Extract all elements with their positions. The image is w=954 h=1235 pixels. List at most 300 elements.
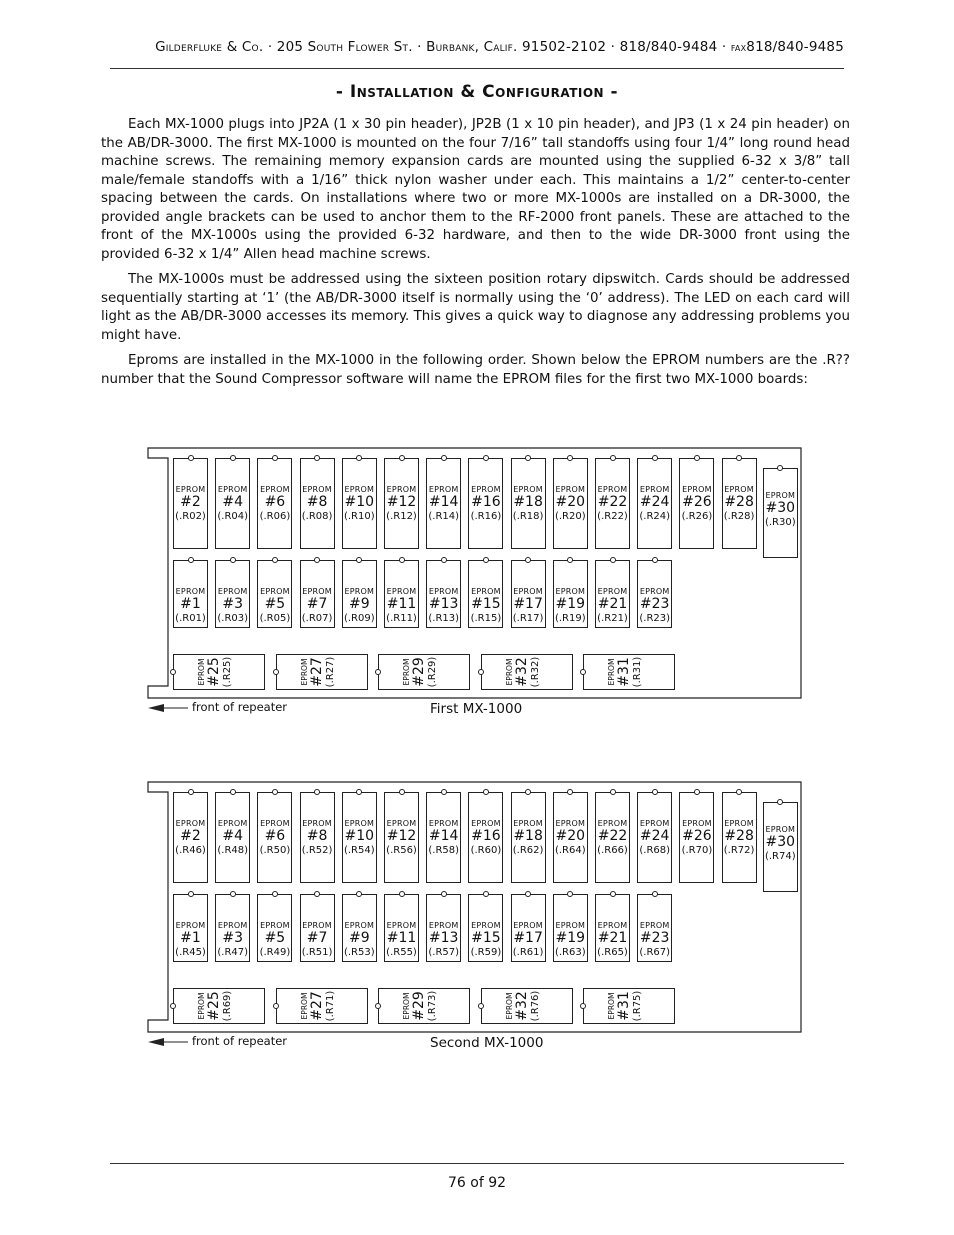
eprom-file-extension: (.R63) (554, 947, 586, 958)
fax-number: 818/840-9485 (746, 39, 844, 55)
eprom-number: #5 (264, 930, 286, 946)
eprom-file-extension: (.R31) (632, 656, 643, 688)
eprom-number: #3 (222, 930, 243, 946)
eprom-chip (342, 894, 377, 962)
front-arrow (148, 1038, 188, 1046)
chip-notch (230, 891, 236, 897)
chip-notch (652, 789, 658, 795)
eprom-file-extension: (.R11) (386, 613, 417, 624)
eprom-label: EPROM (428, 921, 459, 930)
chip-notch (441, 789, 447, 795)
eprom-chip (215, 792, 250, 883)
eprom-file-extension: (.R56) (386, 845, 417, 856)
eprom-file-extension: (.R24) (639, 511, 671, 522)
eprom-file-extension: (.R55) (386, 947, 417, 958)
eprom-file-extension: (.R10) (343, 511, 375, 522)
eprom-number: #20 (555, 828, 586, 844)
chip-notch (356, 557, 362, 563)
chip-notch (610, 891, 616, 897)
rotated-chip-text (300, 654, 344, 690)
eprom-label: EPROM (344, 485, 375, 494)
eprom-chip (426, 560, 461, 628)
eprom-chip (553, 894, 588, 962)
eprom-file-extension: (.R12) (386, 511, 417, 522)
eprom-file-extension: (.R61) (512, 947, 544, 958)
eprom-file-extension: (.R17) (512, 613, 544, 624)
eprom-number: #26 (682, 828, 712, 844)
footer-rule (110, 1163, 844, 1164)
eprom-number: #27 (308, 657, 325, 687)
eprom-number: #3 (222, 596, 243, 612)
eprom-number: #29 (411, 657, 427, 687)
eprom-number: #6 (264, 828, 286, 844)
eprom-chip-horizontal (378, 654, 470, 690)
eprom-chip-horizontal (378, 988, 470, 1024)
eprom-chip (173, 560, 208, 628)
eprom-label: EPROM (597, 819, 628, 828)
eprom-file-extension: (.R62) (512, 845, 544, 856)
eprom-chip-horizontal (481, 654, 573, 690)
eprom-number: #27 (308, 991, 325, 1021)
chip-notch (580, 669, 586, 675)
eprom-number: #15 (471, 930, 501, 946)
eprom-chip (173, 458, 208, 549)
eprom-number: #8 (306, 828, 328, 844)
board-caption: Second MX-1000 (430, 1035, 544, 1051)
rotated-chip-text (402, 654, 446, 690)
eprom-number: #15 (471, 596, 501, 612)
eprom-number: #12 (386, 828, 417, 844)
chip-notch (188, 557, 194, 563)
eprom-file-extension: (.R27) (324, 656, 336, 688)
eprom-chip-horizontal (173, 988, 265, 1024)
eprom-label: EPROM (386, 587, 417, 596)
eprom-file-extension: (.R28) (723, 511, 755, 522)
eprom-label: EPROM (504, 992, 514, 1020)
chip-notch (694, 789, 700, 795)
board-caption: First MX-1000 (430, 701, 523, 717)
eprom-label: EPROM (471, 485, 501, 494)
eprom-label: EPROM (175, 485, 206, 494)
chip-notch (483, 891, 489, 897)
eprom-label: EPROM (555, 485, 586, 494)
eprom-chip (426, 458, 461, 549)
eprom-label: EPROM (555, 819, 586, 828)
eprom-chip (511, 792, 546, 883)
eprom-chip (595, 458, 630, 549)
front-of-repeater-label: front of repeater (192, 700, 288, 714)
eprom-file-extension: (.R16) (470, 511, 502, 522)
chip-notch (375, 1003, 381, 1009)
eprom-file-extension: (.R03) (217, 613, 249, 624)
chip-notch (188, 891, 194, 897)
eprom-label: EPROM (217, 921, 248, 930)
eprom-chip (679, 792, 714, 883)
eprom-label: EPROM (428, 587, 459, 596)
chip-notch (483, 455, 489, 461)
eprom-number: #2 (180, 494, 201, 510)
eprom-chip-horizontal (583, 654, 675, 690)
eprom-file-extension: (.R18) (512, 511, 544, 522)
eprom-chip (342, 792, 377, 883)
eprom-label: EPROM (607, 992, 616, 1020)
eprom-chip (595, 894, 630, 962)
chip-notch (610, 557, 616, 563)
page-number: 76 of 92 (447, 1175, 507, 1191)
eprom-file-extension: (.R50) (259, 845, 291, 856)
rotated-chip-text (300, 988, 344, 1024)
chip-notch (356, 789, 362, 795)
eprom-chip (595, 560, 630, 628)
eprom-number: #25 (206, 991, 222, 1021)
eprom-chip (215, 458, 250, 549)
eprom-label: EPROM (597, 485, 628, 494)
eprom-file-extension: (.R21) (597, 613, 628, 624)
eprom-chip (173, 792, 208, 883)
eprom-number: #2 (180, 828, 201, 844)
eprom-number: #9 (348, 596, 370, 612)
eprom-chip (342, 458, 377, 549)
eprom-file-extension: (.R45) (175, 947, 206, 958)
eprom-chip (300, 458, 335, 549)
eprom-number: #20 (555, 494, 586, 510)
eprom-label: EPROM (302, 587, 332, 596)
eprom-file-extension: (.R19) (554, 613, 586, 624)
eprom-label: EPROM (428, 819, 459, 828)
eprom-chip (257, 560, 292, 628)
chip-notch (652, 557, 658, 563)
chip-notch (736, 789, 742, 795)
eprom-label: EPROM (513, 587, 543, 596)
chip-notch (478, 1003, 484, 1009)
chip-notch (652, 455, 658, 461)
eprom-number: #30 (765, 834, 796, 850)
chip-notch (356, 455, 362, 461)
eprom-file-extension: (.R01) (175, 613, 206, 624)
eprom-chip (553, 458, 588, 549)
eprom-label: EPROM (597, 587, 628, 596)
eprom-label: EPROM (765, 825, 796, 834)
eprom-chip (257, 792, 292, 883)
eprom-label: EPROM (639, 587, 670, 596)
eprom-label: EPROM (386, 921, 417, 930)
chip-notch (441, 557, 447, 563)
eprom-number: #5 (264, 596, 286, 612)
chip-notch (736, 455, 742, 461)
eprom-file-extension: (.R15) (470, 613, 502, 624)
chip-notch (272, 557, 278, 563)
eprom-file-extension: (.R73) (427, 990, 438, 1022)
eprom-chip (342, 560, 377, 628)
eprom-number: #14 (428, 828, 459, 844)
eprom-label: EPROM (402, 658, 411, 686)
eprom-chip-30 (763, 802, 798, 892)
eprom-chip (468, 894, 503, 962)
eprom-file-extension: (.R05) (259, 613, 291, 624)
eprom-number: #30 (765, 500, 796, 516)
eprom-chip (511, 894, 546, 962)
eprom-file-extension: (.R54) (343, 845, 375, 856)
eprom-label: EPROM (344, 587, 375, 596)
eprom-label: EPROM (197, 658, 206, 686)
eprom-chip-horizontal (481, 988, 573, 1024)
eprom-chip (384, 560, 419, 628)
eprom-label: EPROM (217, 587, 248, 596)
eprom-label: EPROM (682, 819, 712, 828)
chip-notch (567, 789, 573, 795)
eprom-file-extension: (.R69) (222, 990, 233, 1022)
rotated-chip-text (505, 654, 549, 690)
eprom-label: EPROM (299, 658, 309, 686)
eprom-file-extension: (.R23) (639, 613, 671, 624)
eprom-label: EPROM (597, 921, 628, 930)
eprom-file-extension: (.R20) (554, 511, 586, 522)
eprom-file-extension: (.R67) (639, 947, 671, 958)
eprom-number: #24 (639, 828, 670, 844)
eprom-chip (468, 792, 503, 883)
chip-notch (525, 891, 531, 897)
eprom-number: #7 (306, 596, 328, 612)
eprom-label: EPROM (724, 485, 754, 494)
eprom-label: EPROM (682, 485, 712, 494)
eprom-chip (300, 894, 335, 962)
rotated-chip-text (197, 654, 241, 690)
chip-notch (652, 891, 658, 897)
eprom-chip (257, 894, 292, 962)
eprom-label: EPROM (302, 921, 332, 930)
first-board-diagram (148, 446, 802, 717)
eprom-chip (215, 560, 250, 628)
chip-notch (399, 455, 405, 461)
header-rule (110, 68, 844, 69)
chip-notch (694, 455, 700, 461)
eprom-file-extension: (.R47) (217, 947, 249, 958)
eprom-chip-30 (763, 468, 798, 558)
chip-notch (188, 789, 194, 795)
eprom-chip-horizontal (583, 988, 675, 1024)
eprom-chip (511, 458, 546, 549)
eprom-label: EPROM (302, 819, 332, 828)
eprom-number: #8 (306, 494, 328, 510)
eprom-number: #17 (513, 596, 543, 612)
eprom-number: #1 (180, 596, 201, 612)
eprom-file-extension: (.R70) (681, 845, 713, 856)
eprom-label: EPROM (555, 587, 586, 596)
eprom-label: EPROM (471, 587, 501, 596)
rotated-chip-text (607, 988, 651, 1024)
eprom-label: EPROM (471, 921, 501, 930)
chip-notch (314, 891, 320, 897)
eprom-number: #24 (639, 494, 670, 510)
eprom-number: #28 (724, 494, 754, 510)
eprom-number: #1 (180, 930, 201, 946)
chip-notch (399, 557, 405, 563)
eprom-label: EPROM (639, 485, 670, 494)
eprom-number: #22 (597, 828, 628, 844)
eprom-label: EPROM (260, 587, 290, 596)
chip-notch (525, 455, 531, 461)
eprom-number: #31 (616, 991, 632, 1021)
chip-notch (610, 789, 616, 795)
page-header (110, 39, 844, 55)
chip-notch (230, 557, 236, 563)
eprom-label: EPROM (175, 819, 206, 828)
eprom-chip (637, 458, 672, 549)
rotated-chip-text (197, 988, 241, 1024)
eprom-chip (722, 458, 757, 549)
eprom-label: EPROM (344, 819, 375, 828)
eprom-chip-horizontal (276, 988, 368, 1024)
eprom-number: #23 (639, 596, 670, 612)
eprom-label: EPROM (402, 992, 411, 1020)
front-arrow (148, 704, 188, 712)
eprom-label: EPROM (217, 485, 248, 494)
eprom-number: #4 (222, 494, 243, 510)
chip-notch (273, 1003, 279, 1009)
eprom-chip (595, 792, 630, 883)
eprom-file-extension: (.R65) (597, 947, 628, 958)
eprom-label: EPROM (175, 921, 206, 930)
chip-notch (483, 789, 489, 795)
eprom-chip (426, 894, 461, 962)
eprom-file-extension: (.R51) (301, 947, 333, 958)
eprom-file-extension: (.R30) (764, 517, 796, 528)
chip-notch (567, 557, 573, 563)
eprom-label: EPROM (639, 921, 670, 930)
chip-notch (230, 455, 236, 461)
eprom-label: EPROM (513, 819, 543, 828)
eprom-label: EPROM (175, 587, 206, 596)
eprom-file-extension: (.R52) (301, 845, 333, 856)
eprom-number: #29 (411, 991, 427, 1021)
eprom-number: #4 (222, 828, 243, 844)
eprom-number: #12 (386, 494, 417, 510)
fax-label: fax (730, 41, 747, 54)
eprom-label: EPROM (260, 485, 290, 494)
eprom-file-extension: (.R09) (343, 613, 375, 624)
eprom-chip (426, 792, 461, 883)
eprom-number: #16 (471, 828, 501, 844)
chip-notch (441, 891, 447, 897)
eprom-chip (384, 894, 419, 962)
chip-notch (356, 891, 362, 897)
rotated-chip-text (505, 988, 549, 1024)
eprom-file-extension: (.R13) (428, 613, 460, 624)
eprom-number: #17 (513, 930, 543, 946)
eprom-label: EPROM (386, 819, 417, 828)
eprom-file-extension: (.R25) (222, 656, 233, 688)
eprom-number: #13 (428, 930, 459, 946)
eprom-number: #31 (616, 657, 632, 687)
eprom-label: EPROM (428, 485, 459, 494)
eprom-file-extension: (.R60) (470, 845, 502, 856)
chip-notch (272, 891, 278, 897)
eprom-chip (637, 560, 672, 628)
chip-notch (399, 789, 405, 795)
eprom-file-extension: (.R76) (529, 990, 541, 1022)
chip-notch (483, 557, 489, 563)
eprom-label: EPROM (471, 819, 501, 828)
rotated-chip-text (402, 988, 446, 1024)
rotated-chip-text (607, 654, 651, 690)
eprom-label: EPROM (344, 921, 375, 930)
eprom-label: EPROM (513, 485, 543, 494)
eprom-label: EPROM (607, 658, 616, 686)
eprom-number: #23 (639, 930, 670, 946)
eprom-number: #21 (597, 930, 628, 946)
chip-notch (314, 455, 320, 461)
eprom-label: EPROM (217, 819, 248, 828)
eprom-number: #19 (555, 930, 586, 946)
eprom-chip (553, 792, 588, 883)
chip-notch (610, 455, 616, 461)
eprom-number: #10 (344, 494, 375, 510)
paragraph-1: Each MX-1000 plugs into JP2A (1 x 30 pin header), JP2B (1 x 10 pin header), and JP3 (1 x 24 pin header) on the AB/DR-3000. The first MX-1000 is mounted on the four 7/16” tall standoffs using four 1/4” long round head machine screws. The remaining memory expansion cards are mounted using the supplied 6-32 x 3/8” tall male/female standoffs with a 1/16” thick nylon washer under each. This maintains a 1/2” center-to-center spacing between the cards. On installations where two or more MX-1000s are installed on a DR-3000, the provided angle brackets can be used to anchor them to the RF-2000 front panels. These are attached to the front of the MX-1000s using the provided 6-32 hardware, and then to the wide DR-3000 front using the provided 6-32 x 1/4” Allen head machine screws. (101, 117, 850, 262)
eprom-file-extension: (.R59) (470, 947, 502, 958)
paragraph-3: Eproms are installed in the MX-1000 in the following order. Shown below the EPROM numbers are the .R?? number that the Sound Compressor software will name the EPROM files for the first two MX-1000 boards: (101, 353, 850, 387)
eprom-number: #13 (428, 596, 459, 612)
chip-notch (314, 789, 320, 795)
eprom-file-extension: (.R48) (217, 845, 249, 856)
chip-notch (525, 789, 531, 795)
eprom-chip (384, 458, 419, 549)
eprom-chip (553, 560, 588, 628)
front-of-repeater-label: front of repeater (192, 1034, 288, 1048)
chip-notch (314, 557, 320, 563)
eprom-number: #18 (513, 828, 543, 844)
chip-notch (525, 557, 531, 563)
eprom-number: #32 (513, 657, 530, 687)
chip-notch (580, 1003, 586, 1009)
eprom-number: #6 (264, 494, 286, 510)
eprom-chip (300, 792, 335, 883)
chip-notch (188, 455, 194, 461)
chip-notch (777, 465, 783, 471)
eprom-number: #28 (724, 828, 754, 844)
eprom-number: #21 (597, 596, 628, 612)
eprom-label: EPROM (197, 992, 206, 1020)
eprom-file-extension: (.R29) (427, 656, 438, 688)
eprom-chip-horizontal (173, 654, 265, 690)
chip-notch (567, 891, 573, 897)
eprom-label: EPROM (299, 992, 309, 1020)
eprom-chip (679, 458, 714, 549)
eprom-number: #32 (513, 991, 530, 1021)
eprom-number: #9 (348, 930, 370, 946)
eprom-number: #14 (428, 494, 459, 510)
eprom-file-extension: (.R49) (259, 947, 291, 958)
eprom-number: #16 (471, 494, 501, 510)
chip-notch (273, 669, 279, 675)
eprom-label: EPROM (260, 819, 290, 828)
eprom-chip (257, 458, 292, 549)
eprom-chip-horizontal (276, 654, 368, 690)
eprom-file-extension: (.R57) (428, 947, 460, 958)
chip-notch (399, 891, 405, 897)
eprom-label: EPROM (260, 921, 290, 930)
eprom-label: EPROM (386, 485, 417, 494)
paragraph-2: The MX-1000s must be addressed using the sixteen position rotary dipswitch. Cards should be addressed sequentially starting at ‘1’ (the AB/DR-3000 itself is normally using the ‘0’ address). The LED on each card will light as the AB/DR-3000 accesses its memory. This gives a quick way to diagnose any addressing problems you might have. (101, 272, 850, 343)
eprom-label: EPROM (765, 491, 796, 500)
company-name: Gilderfluke & Co. (155, 39, 264, 55)
chip-notch (170, 1003, 176, 1009)
eprom-file-extension: (.R22) (597, 511, 628, 522)
eprom-file-extension: (.R32) (529, 656, 541, 688)
eprom-chip (300, 560, 335, 628)
second-board-diagram (148, 780, 802, 1051)
eprom-number: #25 (206, 657, 222, 687)
eprom-file-extension: (.R58) (428, 845, 460, 856)
